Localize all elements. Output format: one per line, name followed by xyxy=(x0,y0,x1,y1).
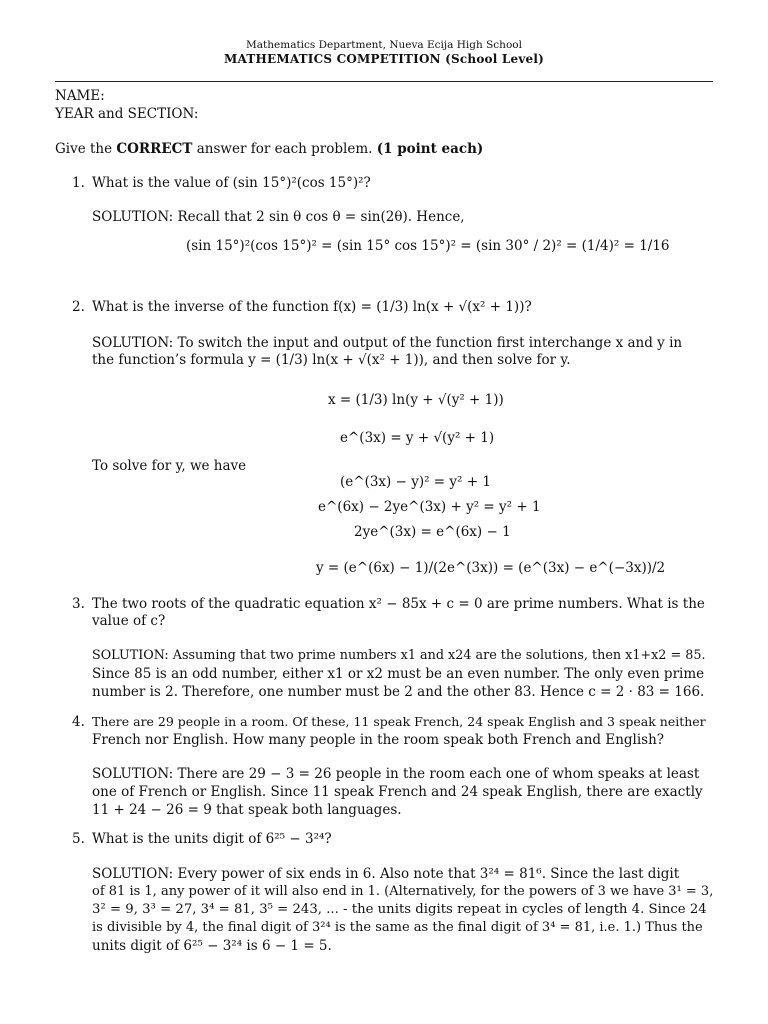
instructions-pre: Give the xyxy=(55,141,117,157)
problem-number: 1. xyxy=(72,175,85,191)
problem-number: 2. xyxy=(72,299,85,315)
problem-2-equation-4: e^(6x) − 2ye^(3x) + y² = y² + 1 xyxy=(318,499,541,515)
problem-2-equation-6: y = (e^(6x) − 1)/(2e^(3x)) = (e^(3x) − e^(−3x))/2 xyxy=(316,560,666,576)
instructions-points: (1 point each) xyxy=(376,141,484,157)
problem-4-solution-line-1: SOLUTION: There are 29 − 3 = 26 people in the room each one of whom speaks at least xyxy=(92,766,700,782)
problem-4-question-line-2: French nor English. How many people in the room speak both French and English? xyxy=(92,732,665,748)
problem-2-solution-line-2: the function’s formula y = (1/3) ln(x + √(x² + 1)), and then solve for y. xyxy=(92,352,571,368)
instructions-mid: answer for each problem. xyxy=(192,141,377,157)
problem-4-solution-line-3: 11 + 24 − 26 = 9 that speak both languages. xyxy=(92,802,402,818)
problem-3-question-line-2: value of c? xyxy=(92,613,166,629)
name-field-label: NAME: xyxy=(55,88,105,104)
problem-3-solution-line-2: Since 85 is an odd number, either x1 or x2 must be an even number. The only even prime xyxy=(92,666,705,682)
competition-title: MATHEMATICS COMPETITION (School Level) xyxy=(223,52,544,66)
header-rule xyxy=(55,81,713,82)
problem-5-solution-line-1: SOLUTION: Every power of six ends in 6. Also note that 3²⁴ = 81⁶. Since the last digit xyxy=(92,866,680,882)
problem-1-equation: (sin 15°)²(cos 15°)² = (sin 15° cos 15°)² = (sin 30° / 2)² = (1/4)² = 1/16 xyxy=(186,238,670,254)
problem-1-question: What is the value of (sin 15°)²(cos 15°)²? xyxy=(92,175,371,191)
problem-number: 3. xyxy=(72,596,85,612)
instructions xyxy=(55,141,483,157)
problem-2-equation-3: (e^(3x) − y)² = y² + 1 xyxy=(340,474,491,490)
instructions-bold: CORRECT xyxy=(116,141,193,157)
problem-number: 5. xyxy=(72,831,85,847)
problem-3-solution-line-1: SOLUTION: Assuming that two prime numbers x1 and x24 are the solutions, then x1+x2 = 85. xyxy=(92,648,706,663)
problem-2-equation-1: x = (1/3) ln(y + √(y² + 1)) xyxy=(328,392,504,408)
year-section-field-label: YEAR and SECTION: xyxy=(55,106,199,122)
problem-5-solution-line-2: of 81 is 1, any power of it will also end in 1. (Alternatively, for the powers of 3 we have 3¹ = 3, xyxy=(92,884,714,899)
problem-5-question: What is the units digit of 6²⁵ − 3²⁴? xyxy=(92,831,332,847)
problem-4-solution-line-2: one of French or English. Since 11 speak French and 24 speak English, there are exactly xyxy=(92,784,703,800)
problem-3-solution-line-3: number is 2. Therefore, one number must be 2 and the other 83. Hence c = 2 · 83 = 166. xyxy=(92,684,705,700)
problem-2-question: What is the inverse of the function f(x) = (1/3) ln(x + √(x² + 1))? xyxy=(92,299,532,315)
problem-2-equation-5: 2ye^(3x) = e^(6x) − 1 xyxy=(354,524,511,540)
problem-3-question-line-1: The two roots of the quadratic equation x² − 85x + c = 0 are prime numbers. What is the xyxy=(92,596,705,612)
problem-2-equation-2: e^(3x) = y + √(y² + 1) xyxy=(340,430,495,446)
problem-5-solution-line-4: is divisible by 4, the final digit of 3²⁴ is the same as the final digit of 3⁴ = 81, i.e. 1.) Thus the xyxy=(92,920,703,935)
department-header: Mathematics Department, Nueva Ecija High School xyxy=(246,39,522,51)
problem-5-solution-line-5: units digit of 6²⁵ − 3²⁴ is 6 − 1 = 5. xyxy=(92,938,332,954)
problem-1-solution: SOLUTION: Recall that 2 sin θ cos θ = sin(2θ). Hence, xyxy=(92,209,465,225)
problem-4-question-line-1: There are 29 people in a room. Of these, 11 speak French, 24 speak English and 3 speak neither xyxy=(92,714,706,729)
problem-number: 4. xyxy=(72,714,85,730)
problem-2-solve-label: To solve for y, we have xyxy=(92,458,247,474)
problem-2-solution-line-1: SOLUTION: To switch the input and output of the function first interchange x and y in xyxy=(92,335,683,351)
problem-5-solution-line-3: 3² = 9, 3³ = 27, 3⁴ = 81, 3⁵ = 243, ... - the units digits repeat in cycles of length 4. Since 24 xyxy=(92,902,707,917)
